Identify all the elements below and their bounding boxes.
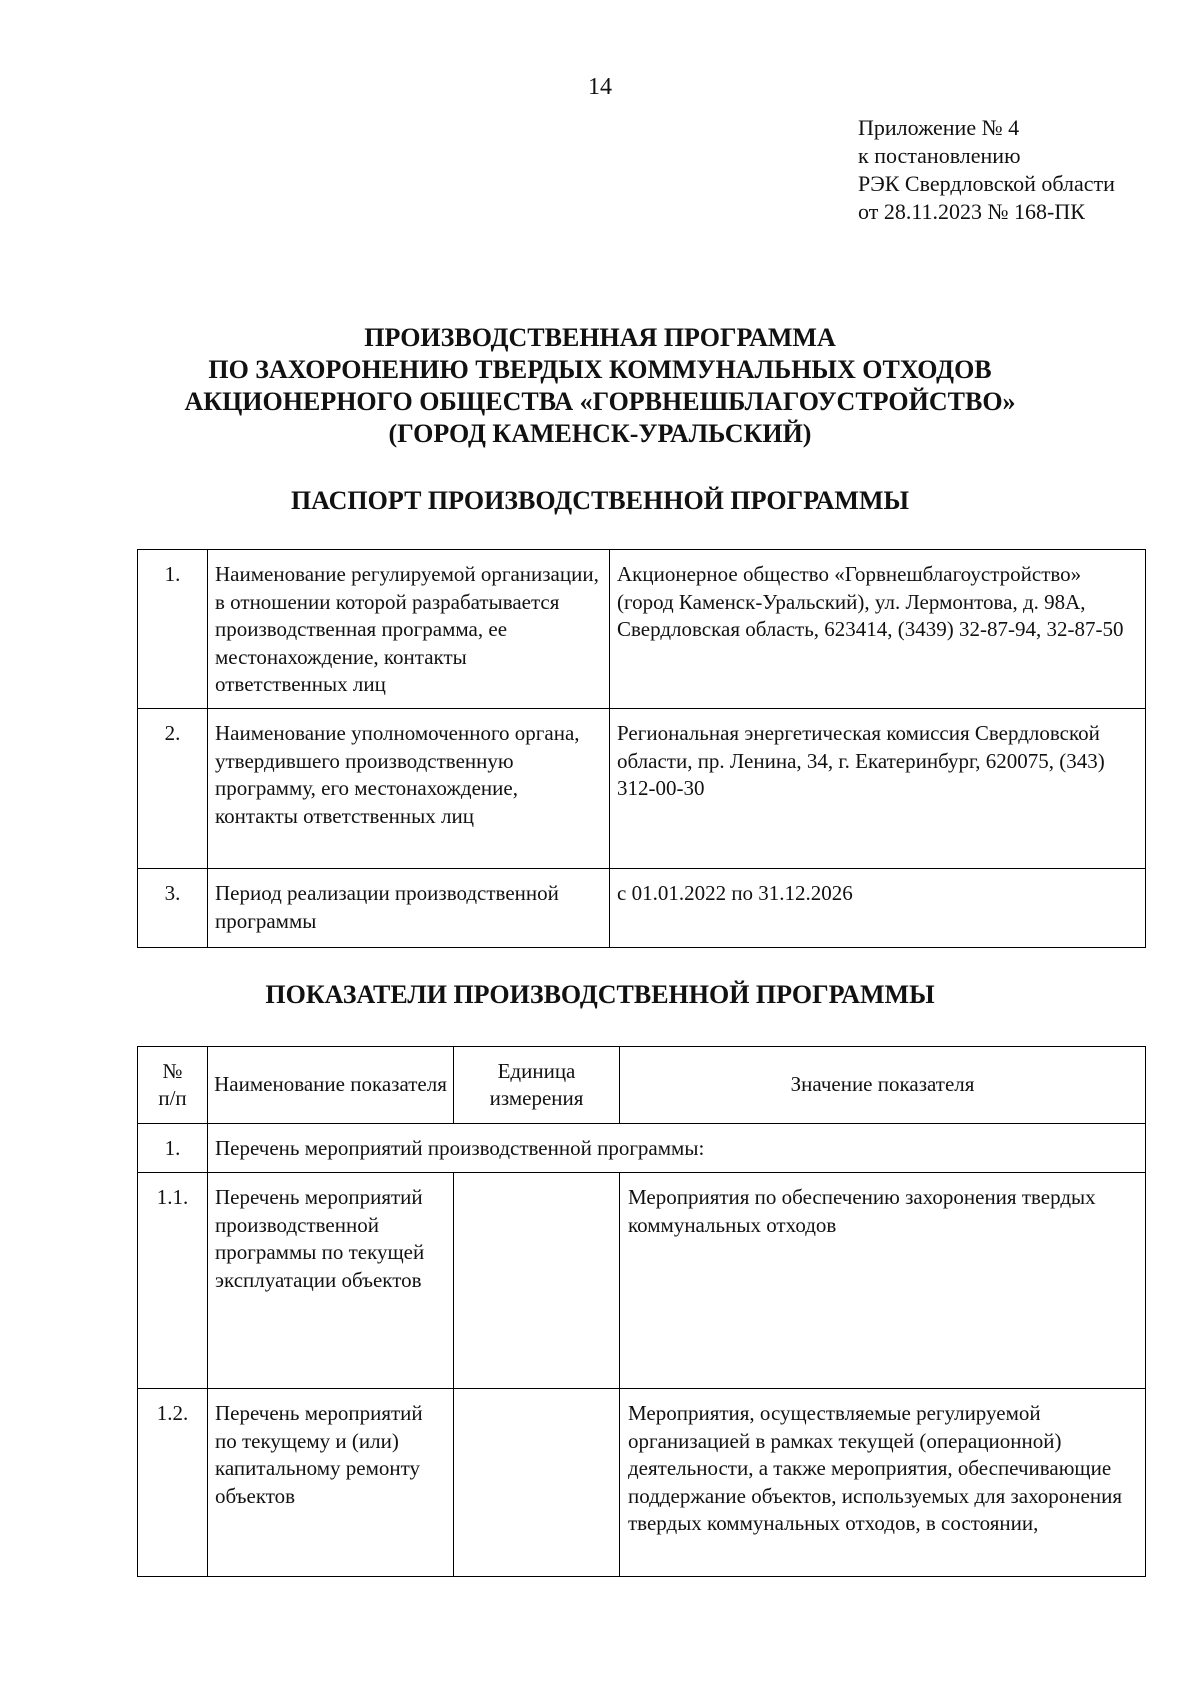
indicators-table [137, 1046, 1146, 1577]
row-value: Мероприятия, осуществляемые регулируемой организацией в рамках текущей (операционной) деятельности, а также мероприятия, обеспечивающие поддержание объектов, используемых для захоронения твердых коммунальных отходов, в состоянии, [620, 1389, 1146, 1577]
indicators-title: ПОКАЗАТЕЛИ ПРОИЗВОДСТВЕННОЙ ПРОГРАММЫ [265, 980, 935, 1009]
header-text: № [162, 1058, 183, 1083]
table-row [138, 550, 1146, 709]
title-line: ПО ЗАХОРОНЕНИЮ ТВЕРДЫХ КОММУНАЛЬНЫХ ОТХОДОВ [208, 355, 992, 384]
row-unit [454, 1389, 620, 1577]
row-value: Региональная энергетическая комиссия Свердловской области, пр. Ленина, 34, г. Екатеринбург, 620075, (343) 312-00-30 [610, 709, 1146, 869]
annex-line: к постановлению [858, 143, 1021, 168]
row-value: с 01.01.2022 по 31.12.2026 [610, 869, 1146, 948]
annex-line: Приложение № 4 [858, 115, 1020, 140]
row-number: 2. [138, 709, 208, 869]
row-name: Наименование уполномоченного органа, утвердившего производственную программу, его местонахождение, контакты ответственных лиц [208, 709, 610, 869]
column-header-value: Значение показателя [620, 1047, 1146, 1124]
title-line: ПРОИЗВОДСТВЕННАЯ ПРОГРАММА [364, 323, 836, 352]
row-name: Период реализации производственной программы [208, 869, 610, 948]
annex-line: от 28.11.2023 № 168-ПК [858, 199, 1085, 224]
table-header-row [138, 1047, 1146, 1124]
table-row [138, 709, 1146, 869]
column-header-number [138, 1047, 208, 1124]
title-line: (ГОРОД КАМЕНСК-УРАЛЬСКИЙ) [388, 419, 812, 448]
row-name: Наименование регулируемой организации, в отношении которой разрабатывается производственная программа, ее местонахождение, контакты ответственных лиц [208, 550, 610, 709]
table-row [138, 1389, 1146, 1577]
row-number: 1.1. [138, 1173, 208, 1389]
row-value: Мероприятия по обеспечению захоронения твердых коммунальных отходов [620, 1173, 1146, 1389]
row-number: 1.2. [138, 1389, 208, 1577]
title-line: АКЦИОНЕРНОГО ОБЩЕСТВА «ГОРВНЕШБЛАГОУСТРОЙСТВО» [184, 387, 1016, 416]
row-number: 1. [138, 1124, 208, 1173]
passport-table [137, 549, 1146, 948]
row-name: Перечень мероприятий производственной программы по текущей эксплуатации объектов [208, 1173, 454, 1389]
annex-block [858, 114, 1115, 226]
table-section-row [138, 1124, 1146, 1173]
page-number: 14 [588, 74, 612, 100]
row-value: Акционерное общество «Горвнешблагоустройство» (город Каменск-Уральский), ул. Лермонтова, д. 98А, Свердловская область, 623414, (3439) 32-87-94, 32-87-50 [610, 550, 1146, 709]
column-header-name: Наименование показателя [208, 1047, 454, 1124]
column-header-unit: Единица измерения [454, 1047, 620, 1124]
section-label: Перечень мероприятий производственной программы: [208, 1124, 1146, 1173]
row-unit [454, 1173, 620, 1389]
row-name: Перечень мероприятий по текущему и (или) капитальному ремонту объектов [208, 1389, 454, 1577]
row-number: 1. [138, 550, 208, 709]
document-title [0, 322, 1200, 450]
table-row [138, 869, 1146, 948]
row-number: 3. [138, 869, 208, 948]
table-row [138, 1173, 1146, 1389]
annex-line: РЭК Свердловской области [858, 171, 1115, 196]
passport-title: ПАСПОРТ ПРОИЗВОДСТВЕННОЙ ПРОГРАММЫ [290, 486, 910, 515]
header-text: п/п [158, 1086, 187, 1110]
